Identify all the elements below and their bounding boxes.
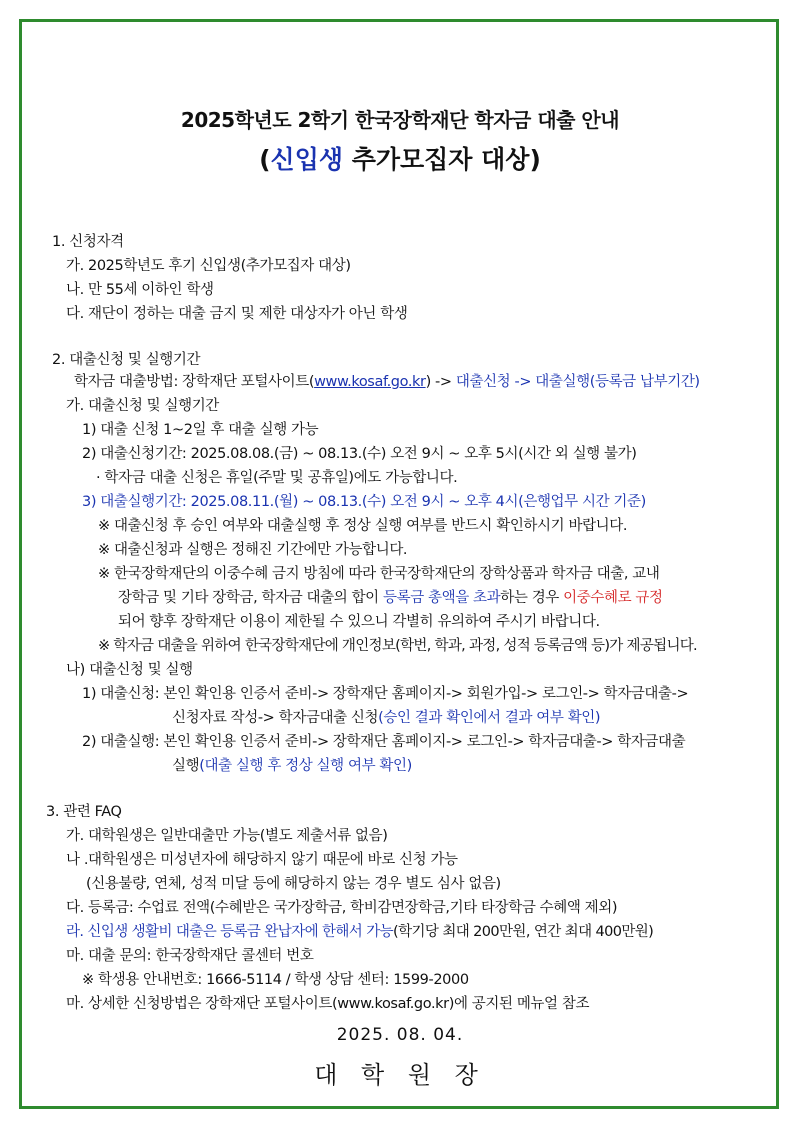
b2-highlight: (대출 실행 후 정상 실행 여부 확인) [199, 758, 412, 774]
faq-1: 가. 대학원생은 일반대출만 가능(별도 제출서류 없음) [66, 828, 388, 844]
section2-sub-b: 나) 대출신청 및 실행 [66, 662, 193, 678]
faq-2-note: (신용불량, 연체, 성적 미달 등에 해당하지 않는 경우 별도 심사 없음) [86, 876, 501, 892]
section2-note-1: ※ 대출신청 후 승인 여부와 대출실행 후 정상 실행 여부를 반드시 확인하시기 바랍니다. [98, 518, 628, 534]
section1-item-2: 나. 만 55세 이하인 학생 [66, 282, 214, 298]
signature: 대 학 원 장 [314, 1061, 486, 1089]
note3-highlight-blue: 등록금 총액을 초과 [383, 590, 501, 606]
loan-method [74, 370, 700, 391]
section1-item-3: 다. 재단이 정하는 대출 금지 및 제한 대상자가 아닌 학생 [66, 306, 408, 322]
faq-4-rest: (학기당 최대 200만원, 연간 최대 400만원) [393, 924, 654, 940]
notice-date: 2025. 08. 04. [336, 1025, 464, 1045]
section2-a3: 3) 대출실행기간: 2025.08.11.(월) ~ 08.13.(수) 오전 9시 ~ 오후 4시(은행업무 시간 기준) [82, 494, 646, 510]
section2-b2-line-2 [172, 754, 412, 775]
note3-text-a: 장학금 및 기타 장학금, 학자금 대출의 합이 [118, 590, 383, 606]
section2-a1: 1) 대출 신청 1~2일 후 대출 실행 가능 [82, 422, 319, 438]
section2-b1-line-1: 1) 대출신청: 본인 확인용 인증서 준비-> 장학재단 홈페이지-> 회원가입-> 로그인-> 학자금대출-> [82, 686, 689, 702]
faq-2: 나 .대학원생은 미성년자에 해당하지 않기 때문에 바로 신청 가능 [66, 852, 458, 868]
b2-text: 실행 [172, 758, 200, 774]
loan-method-prefix: 학자금 대출방법: 장학재단 포털사이트( [74, 374, 315, 390]
faq-6: 마. 상세한 신청방법은 장학재단 포털사이트(www.kosaf.go.kr)에 공지된 메뉴얼 참조 [66, 996, 590, 1012]
b1-highlight: (승인 결과 확인에서 결과 여부 확인) [378, 710, 601, 726]
section2-note-4: ※ 학자금 대출을 위하여 한국장학재단에 개인정보(학번, 학과, 과정, 성적 등록금액 등)가 제공됩니다. [98, 638, 697, 654]
loan-method-steps: 대출신청 -> 대출실행(등록금 납부기간) [455, 374, 700, 390]
title-line-2 [0, 140, 800, 176]
title-rest: 추가모집자 대상) [343, 145, 541, 174]
faq-4-highlight: 라. 신입생 생활비 대출은 등록금 완납자에 한해서 가능 [66, 924, 394, 940]
faq-4 [66, 920, 653, 941]
loan-method-mid: ) -> [425, 374, 456, 390]
faq-3: 다. 등록금: 수업료 전액(수혜받은 국가장학금, 학비감면장학금,기타 타장학금 수혜액 제외) [66, 900, 618, 916]
section2-b1-line-2 [172, 706, 600, 727]
section2-a2: 2) 대출신청기간: 2025.08.08.(금) ~ 08.13.(수) 오전 9시 ~ 오후 5시(시간 외 실행 불가) [82, 446, 637, 462]
section2-note-3-line-3: 되어 향후 장학재단 이용이 제한될 수 있으니 각별히 유의하여 주시기 바랍니다. [118, 614, 600, 630]
section2-a2-note: · 학자금 대출 신청은 휴일(주말 및 공휴일)에도 가능합니다. [96, 470, 458, 486]
faq-5-note: ※ 학생용 안내번호: 1666-5114 / 학생 상담 센터: 1599-2000 [82, 972, 469, 988]
section2-b2-line-1: 2) 대출실행: 본인 확인용 인증서 준비-> 장학재단 홈페이지-> 로그인-> 학자금대출-> 학자금대출 [82, 734, 686, 750]
title-paren-open: ( [259, 145, 271, 174]
section2-note-3-line-2 [118, 586, 663, 607]
section3-heading: 3. 관련 FAQ [46, 804, 122, 820]
b1-text: 신청자료 작성-> 학자금대출 신청 [172, 710, 379, 726]
faq-5: 마. 대출 문의: 한국장학재단 콜센터 번호 [66, 948, 314, 964]
section2-sub-a: 가. 대출신청 및 실행기간 [66, 398, 219, 414]
note3-highlight-red: 이중수혜로 규정 [563, 590, 663, 606]
section2-heading: 2. 대출신청 및 실행기간 [52, 352, 201, 368]
kosaf-link[interactable]: www.kosaf.go.kr [314, 374, 426, 390]
title-line-1: 2025학년도 2학기 한국장학재단 학자금 대출 안내 [180, 108, 620, 132]
section1-item-1: 가. 2025학년도 후기 신입생(추가모집자 대상) [66, 258, 351, 274]
section2-note-2: ※ 대출신청과 실행은 정해진 기간에만 가능합니다. [98, 542, 408, 558]
section1-heading: 1. 신청자격 [52, 234, 124, 250]
title-highlight: 신입생 [270, 145, 343, 174]
section2-note-3-line-1: ※ 한국장학재단의 이중수혜 금지 방침에 따라 한국장학재단의 장학상품과 학자금 대출, 교내 [98, 566, 660, 582]
note3-text-c: 하는 경우 [500, 590, 564, 606]
